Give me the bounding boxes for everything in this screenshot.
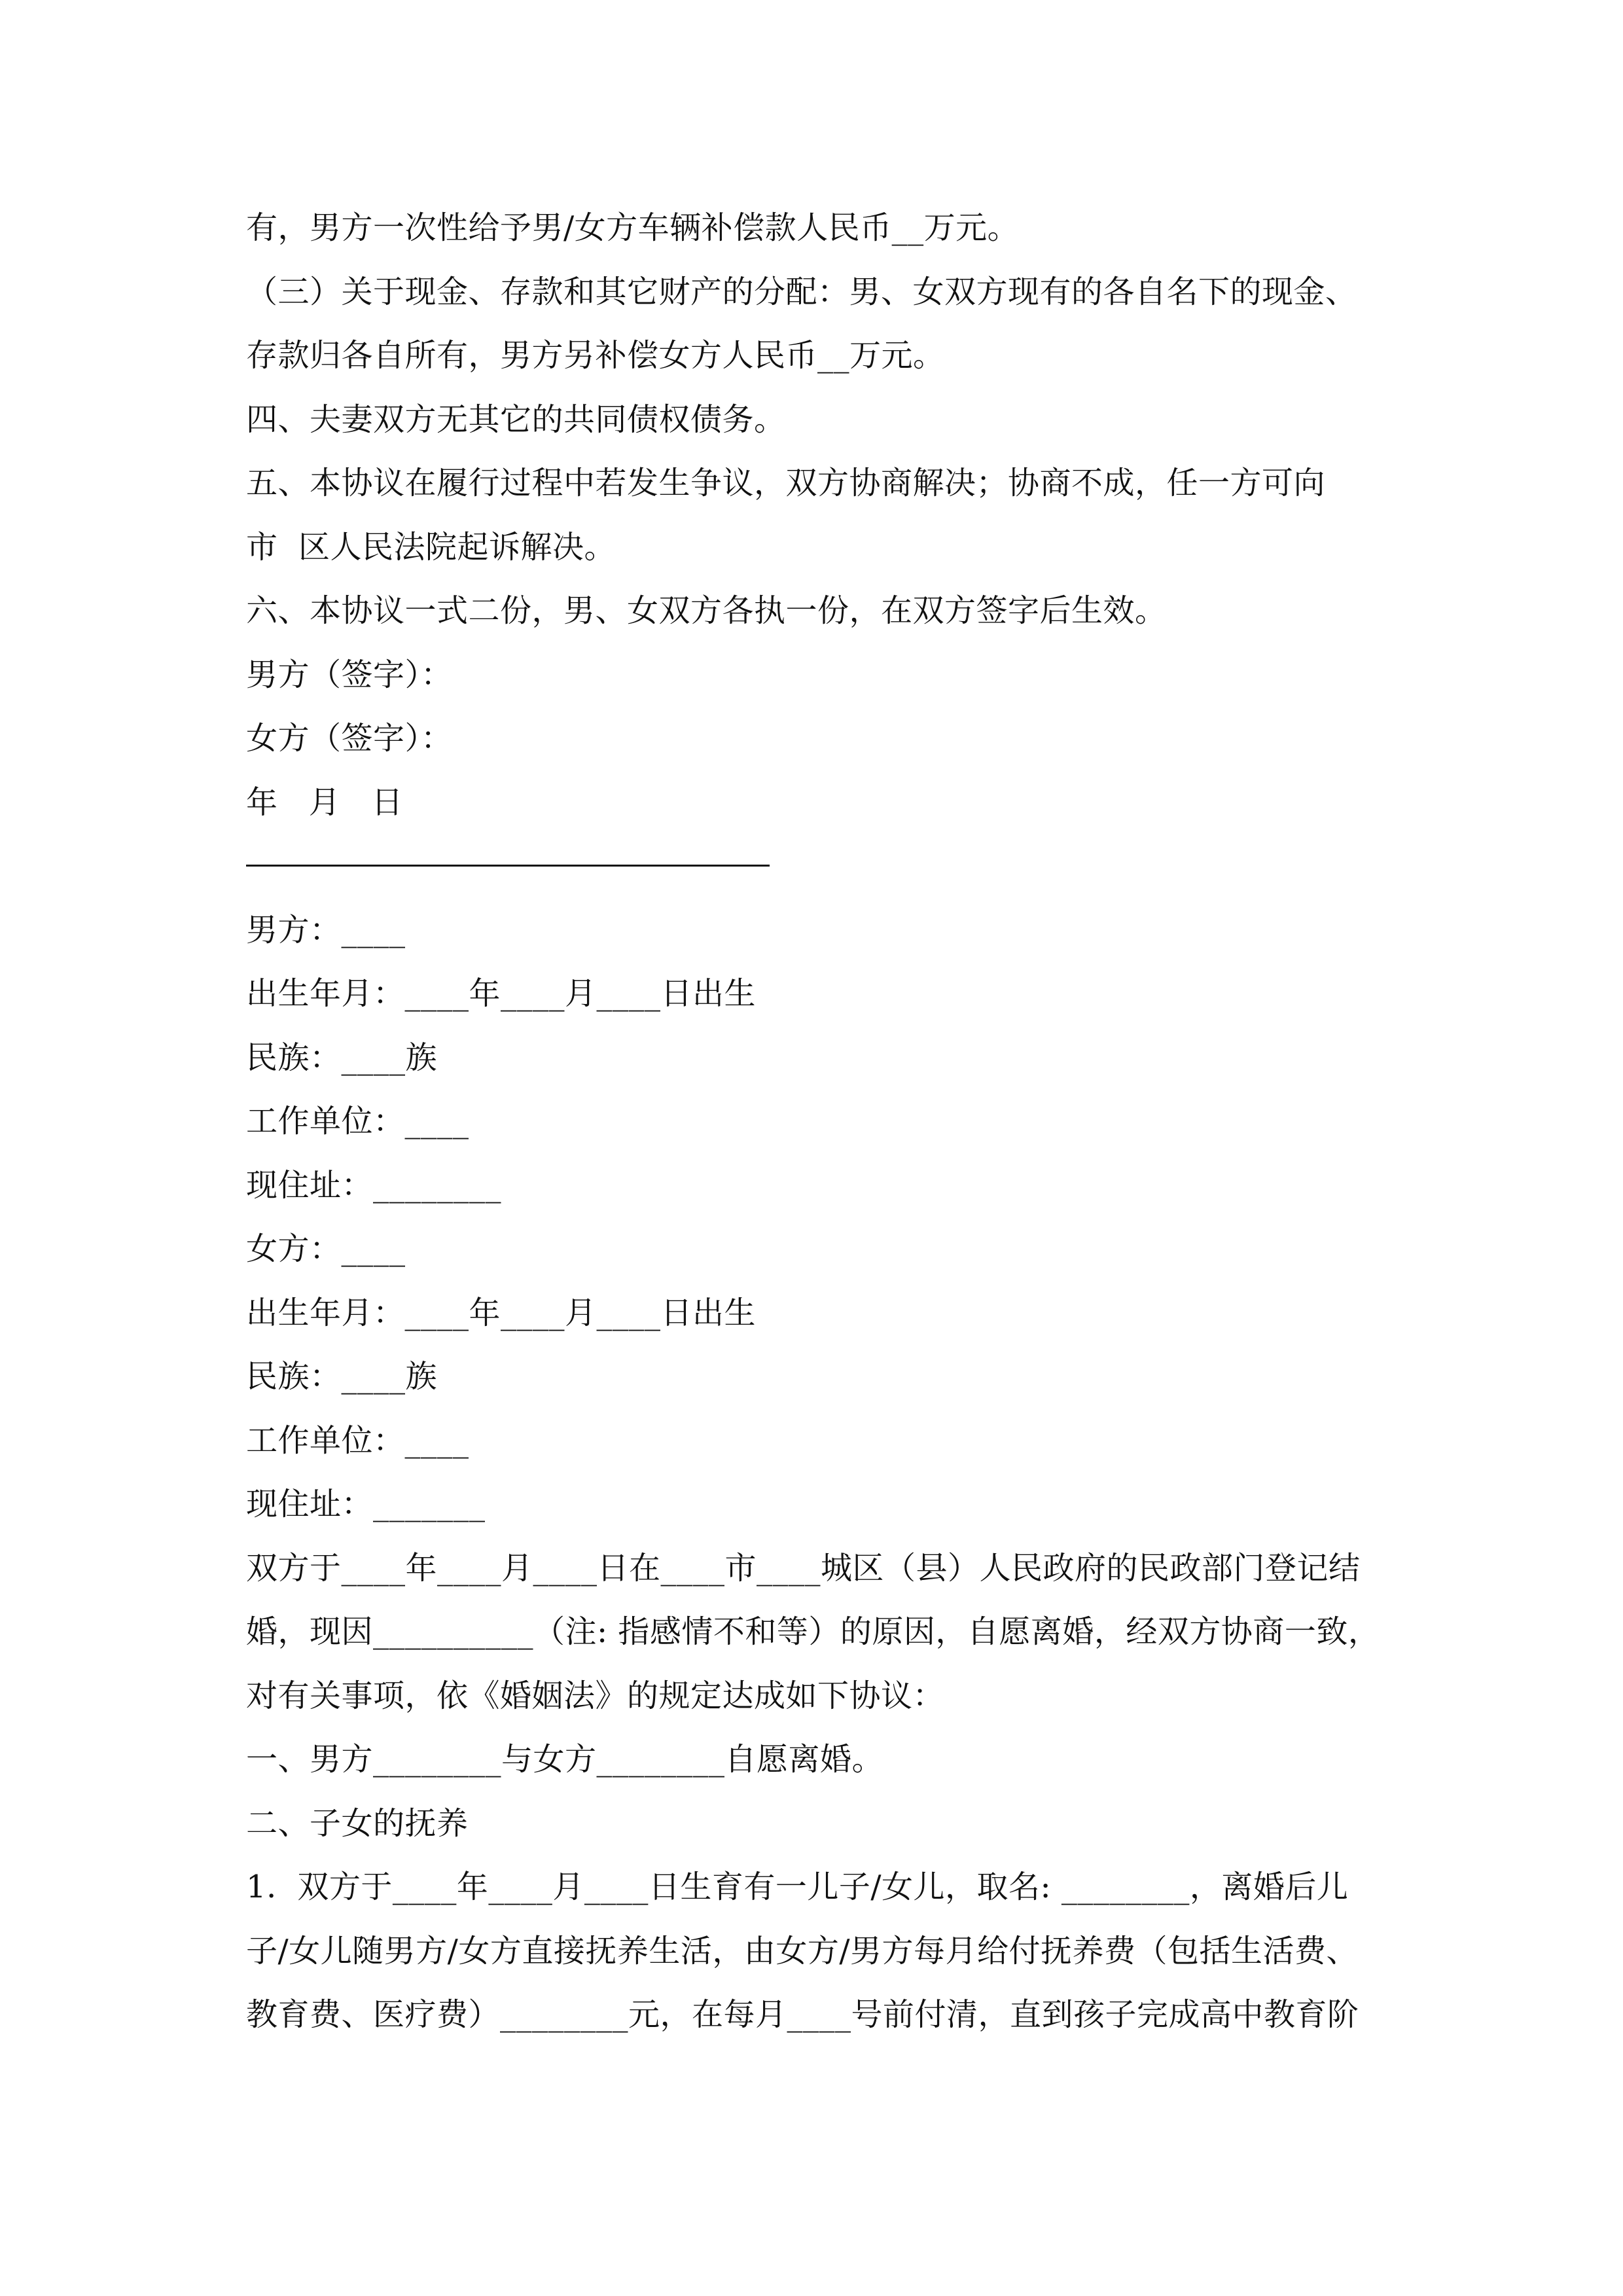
- info-line: 女方：____: [246, 1230, 406, 1267]
- info-line: 出生年月：____年____月____日出生: [246, 1294, 757, 1331]
- text-line: 五、本协议在履行过程中若发生争议，双方协商解决；协商不成，任一方可向: [246, 465, 1326, 501]
- male-signature-line: 男方（签字）：: [246, 656, 453, 693]
- text-line: 对有关事项，依《婚姻法》的规定达成如下协议：: [246, 1677, 945, 1714]
- info-line: 男方：____: [246, 911, 406, 948]
- separator-bar: [246, 865, 770, 867]
- text-line: 四、夫妻双方无其它的共同债权债务。: [246, 401, 786, 438]
- text-line: 存款归各自所有，男方另补偿女方人民币__万元。: [246, 337, 945, 374]
- text-line: 双方于____年____月____日在____市____城区（县）人民政府的民政部门登记结: [246, 1549, 1361, 1587]
- text-line: 有，男方一次性给予男/女方车辆补偿款人民币__万元。: [246, 209, 1020, 246]
- info-line: 现住址：________: [246, 1166, 502, 1204]
- info-line: 出生年月：____年____月____日出生: [246, 975, 757, 1012]
- info-line: 现住址：_______: [246, 1486, 486, 1522]
- text-line: 市 区人民法院起诉解决。: [246, 528, 616, 565]
- document-body: [246, 196, 1385, 2047]
- text-line: 六、本协议一式二份，男、女双方各执一份，在双方签字后生效。: [246, 592, 1167, 629]
- female-signature-line: 女方（签字）：: [246, 720, 453, 757]
- separator-rule: [246, 834, 1385, 899]
- info-line: 民族：____族: [246, 1039, 438, 1076]
- text-line: 1. 双方于____年____月____日生育有一儿子/女儿，取名: ________，离婚后儿: [246, 1869, 1349, 1905]
- info-line: 工作单位：____: [246, 1103, 469, 1139]
- text-line: （三）关于现金、存款和其它财产的分配：男、女双方现有的各自名下的现金、: [246, 273, 1357, 310]
- date-line: 年 月 日: [246, 783, 404, 821]
- text-line: 一、男方________与女方________自愿离婚。: [246, 1741, 884, 1778]
- text-line: 婚，现因__________（注: 指感情不和等）的原因，自愿离婚，经双方协商一致，: [246, 1613, 1380, 1650]
- info-line: 工作单位：____: [246, 1422, 469, 1459]
- section-heading: 二、子女的抚养: [246, 1804, 469, 1842]
- info-line: 民族：____族: [246, 1358, 438, 1395]
- text-line: 教育费、医疗费）________元，在每月____号前付清，直到孩子完成高中教育阶: [246, 1996, 1359, 2033]
- text-line: 子/女儿随男方/女方直接抚养生活，由女方/男方每月给付抚养费（包括生活费、: [246, 1932, 1359, 1969]
